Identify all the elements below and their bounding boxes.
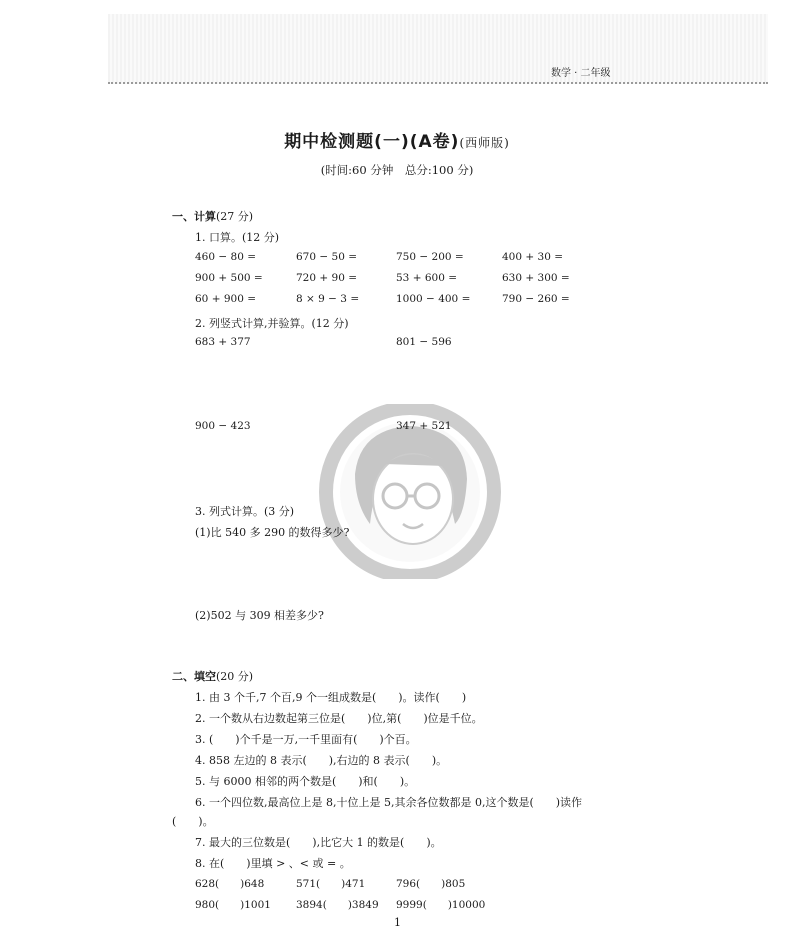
vertical-calc-item: 900 − 423 bbox=[195, 420, 251, 432]
mental-math-item: 630 + 300 = bbox=[502, 272, 570, 284]
compare-item: 980( )1001 bbox=[195, 899, 271, 911]
fill-blank-item: 3. ( )个千是一万,一千里面有( )个百。 bbox=[195, 733, 417, 746]
word-calc-item: (1)比 540 多 290 的数得多少? bbox=[195, 526, 350, 539]
section2-points: (20 分) bbox=[216, 670, 254, 683]
mental-math-item: 1000 − 400 = bbox=[396, 293, 471, 305]
compare-item: 571( )471 bbox=[296, 878, 366, 890]
fill-blank-item: 1. 由 3 个千,7 个百,9 个一组成数是( )。读作( ) bbox=[195, 691, 467, 704]
fill-blank-item: 5. 与 6000 相邻的两个数是( )和( )。 bbox=[195, 775, 416, 788]
compare-item: 3894( )3849 bbox=[296, 899, 379, 911]
vertical-calc-item: 347 + 521 bbox=[396, 420, 452, 432]
exam-subtitle: (时间:60 分钟 总分:100 分) bbox=[320, 163, 474, 177]
q2-label: 2. 列竖式计算,并验算。(12 分) bbox=[195, 317, 349, 330]
exam-title-edition: (西师版) bbox=[459, 136, 510, 150]
q3-label: 3. 列式计算。(3 分) bbox=[195, 505, 295, 518]
fill-blank-item: 4. 858 左边的 8 表示( ),右边的 8 表示( )。 bbox=[195, 754, 448, 767]
compare-item: 9999( )10000 bbox=[396, 899, 486, 911]
mental-math-item: 53 + 600 = bbox=[396, 272, 458, 284]
mental-math-item: 460 − 80 = bbox=[195, 251, 257, 263]
mental-math-item: 900 + 500 = bbox=[195, 272, 263, 284]
mental-math-item: 400 + 30 = bbox=[502, 251, 564, 263]
fill-blank-item: 6. 一个四位数,最高位上是 8,十位上是 5,其余各位数都是 0,这个数是( )读作 bbox=[195, 796, 583, 809]
vertical-calc-item: 683 + 377 bbox=[195, 336, 251, 348]
header-band bbox=[108, 14, 768, 84]
mental-math-item: 720 + 90 = bbox=[296, 272, 358, 284]
exam-title-main: 期中检测题(一)(A卷) bbox=[284, 132, 460, 152]
header-subject: 数学 · 二年级 bbox=[551, 68, 611, 79]
header-dotted-rule bbox=[108, 82, 768, 84]
mental-math-item: 790 − 260 = bbox=[502, 293, 570, 305]
fill-blank-item: 2. 一个数从右边数起第三位是( )位,第( )位是千位。 bbox=[195, 712, 483, 725]
section1-heading-text: 一、计算 bbox=[172, 210, 216, 223]
fill-blank-item-continued: ( )。 bbox=[172, 815, 214, 828]
mental-math-item: 670 − 50 = bbox=[296, 251, 358, 263]
exam-title bbox=[0, 127, 794, 152]
mental-math-item: 8 × 9 − 3 = bbox=[296, 293, 360, 305]
mental-math-item: 60 + 900 = bbox=[195, 293, 257, 305]
word-calc-item: (2)502 与 309 相差多少? bbox=[195, 609, 324, 622]
section2-heading-text: 二、填空 bbox=[172, 670, 216, 683]
q1-label: 1. 口算。(12 分) bbox=[195, 231, 280, 244]
compare-item: 796( )805 bbox=[396, 878, 466, 890]
fill-blank-item: 8. 在( )里填 > 、< 或 = 。 bbox=[195, 857, 351, 870]
fill-blank-item: 7. 最大的三位数是( ),比它大 1 的数是( )。 bbox=[195, 836, 442, 849]
section1-points: (27 分) bbox=[216, 210, 254, 223]
compare-item: 628( )648 bbox=[195, 878, 265, 890]
mental-math-item: 750 − 200 = bbox=[396, 251, 464, 263]
vertical-calc-item: 801 − 596 bbox=[396, 336, 452, 348]
section1-heading bbox=[172, 208, 253, 224]
page-number: 1 bbox=[394, 916, 401, 929]
section2-heading bbox=[172, 668, 253, 684]
